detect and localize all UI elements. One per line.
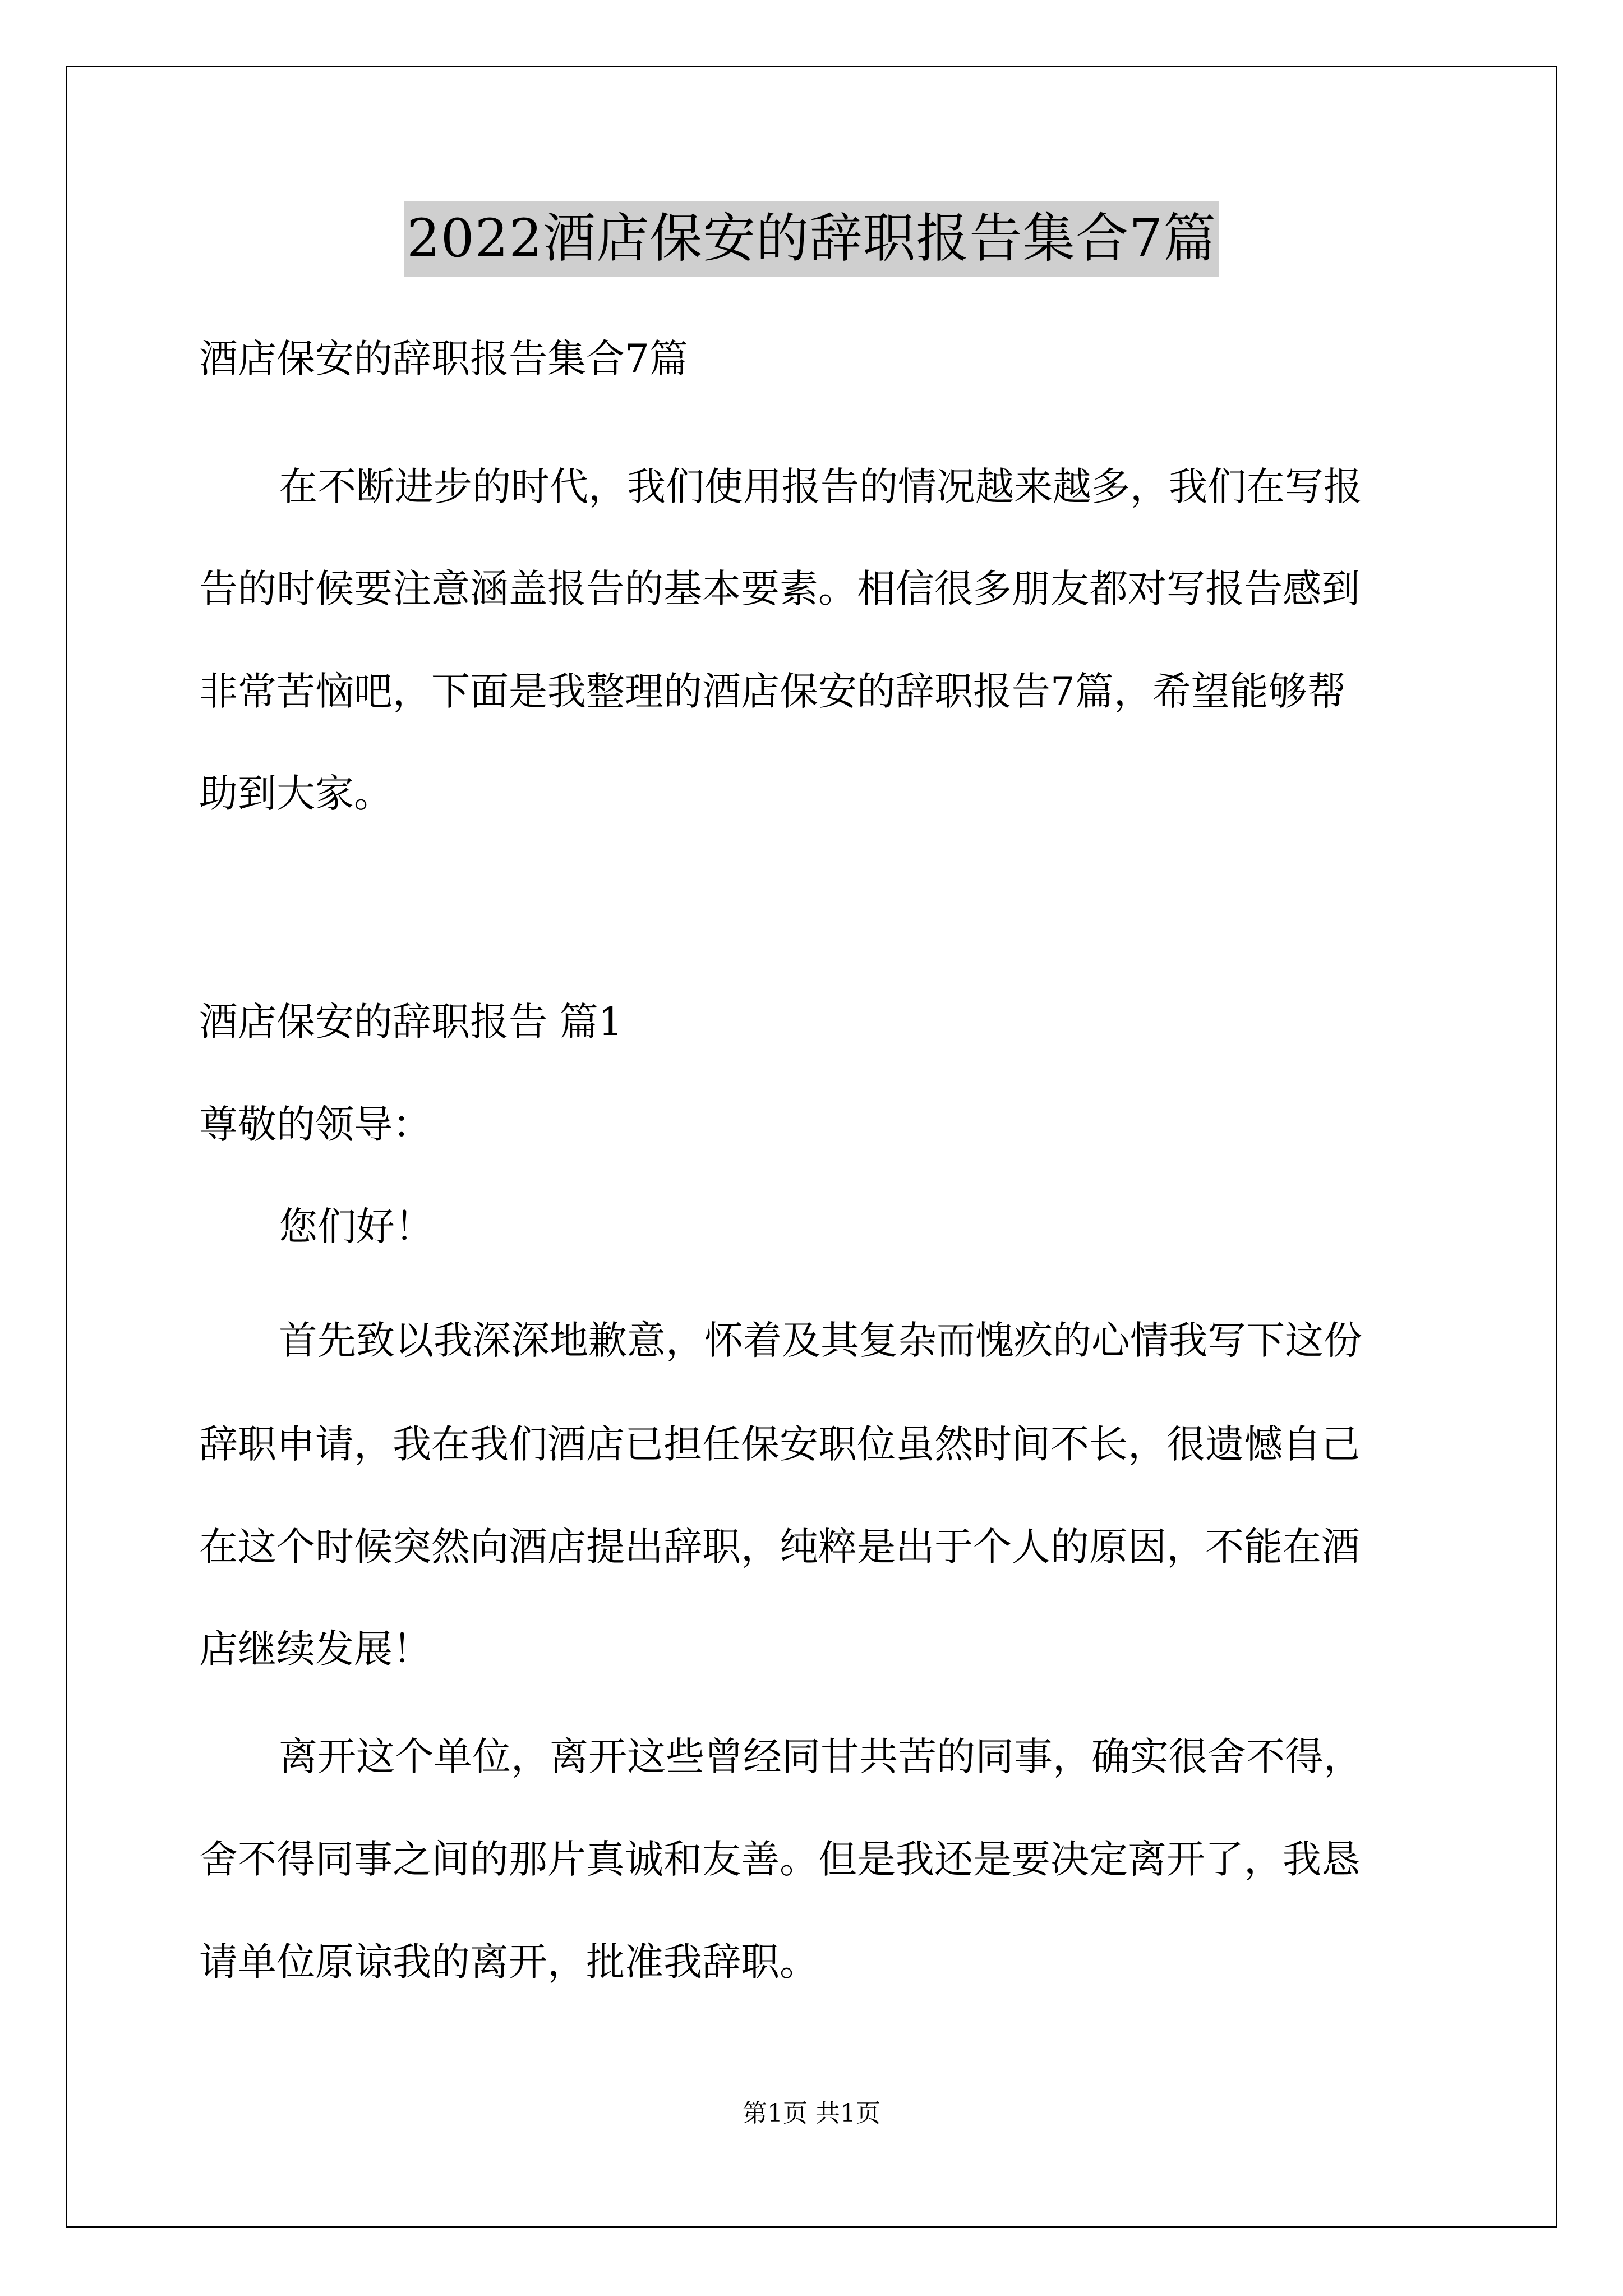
title-container (0, 201, 1623, 277)
salutation: 尊敬的领导： (199, 1102, 431, 1147)
paragraph-line: 店继续发展！ (199, 1627, 431, 1672)
paragraph-line: 离开这个单位，离开这些曾经同甘共苦的同事，确实很舍不得， (279, 1734, 1362, 1779)
paragraph-line: 在这个时候突然向酒店提出辞职，纯粹是出于个人的原因，不能在酒 (199, 1525, 1360, 1570)
intro-line: 助到大家。 (199, 771, 393, 816)
document-title: 2022酒店保安的辞职报告集合7篇 (404, 201, 1219, 277)
paragraph-line: 辞职申请，我在我们酒店已担任保安职位虽然时间不长，很遗憾自己 (199, 1422, 1360, 1467)
intro-line: 非常苦恼吧，下面是我整理的酒店保安的辞职报告7篇，希望能够帮 (199, 669, 1346, 714)
paragraph-line: 首先致以我深深地歉意，怀着及其复杂而愧疚的心情我写下这份 (279, 1318, 1362, 1363)
paragraph-line: 请单位原谅我的离开，批准我辞职。 (199, 1940, 818, 1985)
intro-line: 告的时候要注意涵盖报告的基本要素。相信很多朋友都对写报告感到 (199, 567, 1360, 611)
page-footer: 第1页 共1页 (743, 2099, 880, 2128)
document-subtitle: 酒店保安的辞职报告集合7篇 (199, 337, 688, 381)
greeting: 您们好！ (279, 1204, 434, 1249)
paragraph-line: 舍不得同事之间的那片真诚和友善。但是我还是要决定离开了，我恳 (199, 1837, 1360, 1882)
intro-line: 在不断进步的时代，我们使用报告的情况越来越多，我们在写报 (279, 464, 1362, 509)
section-heading: 酒店保安的辞职报告 篇1 (199, 1000, 623, 1045)
